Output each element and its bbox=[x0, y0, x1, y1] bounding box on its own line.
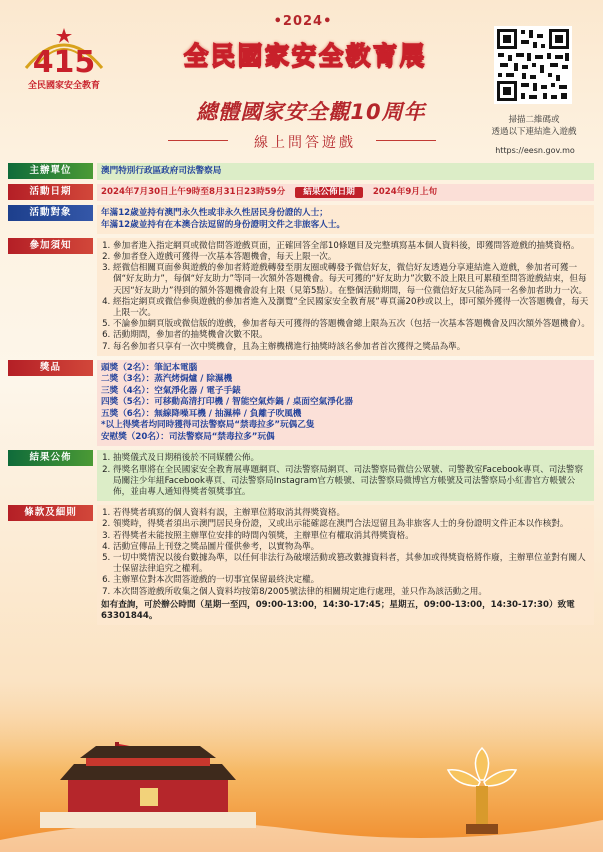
tiananmen-illustration bbox=[0, 690, 603, 852]
notice-item: 6. 活動期間，參加者的抽獎機會次數不限。 bbox=[113, 330, 590, 341]
results-label: 結果公佈 bbox=[8, 450, 93, 466]
notice-item: 4. 經指定網頁或微信參與遊戲的參加者進入及瀏覽“全民國家安全教育展”專頁滿20秒或以上，即可額外獲得一次答題機會，每天上限一次。 bbox=[113, 297, 590, 319]
results-row bbox=[8, 450, 594, 501]
terms-item: 7. 本次問答遊戲所收集之個人資料均按第8/2005號法律的相關規定進行處理，並只作為該活動之用。 bbox=[113, 587, 590, 598]
terms-item: 1. 若得獎者填寫的個人資料有誤，主辦單位將取消其得獎資格。 bbox=[113, 508, 590, 519]
target-value bbox=[97, 205, 594, 233]
page-title: 全民國家安全教育展 bbox=[183, 41, 427, 70]
terms-item: 5. 一切中獎情況以後台數據為準，以任何非法行為破壞活動或篡改數據資料者，其參加或得獎資格將作廢，主辦單位並對有關人士保留法律追究之權利。 bbox=[113, 553, 590, 575]
notice-item: 2. 參加者登入遊戲可獲得一次基本答題機會，每天上限一次。 bbox=[113, 252, 590, 263]
logo-415-icon bbox=[18, 22, 110, 92]
prizes-label: 獎品 bbox=[8, 360, 93, 376]
svg-text:全民國家安全教育: 全民國家安全教育 bbox=[27, 81, 101, 91]
prize-item: 五獎（6名）：無線降噪耳機 / 抽濕棒 / 負離子吹風機 bbox=[101, 408, 302, 419]
prize-item: 四獎（5名）：可移動高清打印機 / 智能空氣炸鍋 / 桌面空氣淨化器 bbox=[101, 397, 353, 408]
target-line: 年滿12歲並持有澳門永久性或非永久性居民身份證的人士； bbox=[101, 208, 328, 219]
organizer-value: 澳門特別行政區政府司法警察局 bbox=[97, 163, 594, 180]
prize-note: *以上得獎者均同時獲得司法警察局“禁毒拉多”玩偶乙隻 bbox=[101, 420, 315, 431]
notice-row bbox=[8, 238, 594, 356]
prize-item: 頭獎（2名）：筆記本電腦 bbox=[101, 362, 198, 373]
year-badge: •2024• bbox=[273, 14, 333, 29]
notice-item: 5. 不論參加網頁版或微信版的遊戲，參加者每天可獲得的答題機會總上限為五次（包括一次基本答題機會及四次額外答題機會）。 bbox=[113, 319, 590, 330]
svg-text:415: 415 bbox=[32, 45, 96, 80]
prize-item: 三獎（4名）：空氣淨化器 / 電子手錶 bbox=[101, 385, 241, 396]
dates-label: 活動日期 bbox=[8, 184, 93, 200]
qr-code-icon[interactable] bbox=[494, 26, 572, 104]
target-line: 年滿12歲並持有在本澳合法逗留的身份證明文件之非旅客人士。 bbox=[101, 219, 346, 230]
results-list bbox=[97, 450, 594, 501]
result-date: 2024年9月上旬 bbox=[372, 187, 438, 198]
poster-header bbox=[0, 0, 603, 160]
notice-item: 7. 每名參加者只享有一次中獎機會，且為主辦機構進行抽獎時該名參加者首次獲得之獎品為準。 bbox=[113, 342, 590, 353]
notice-item: 1. 參加者進入指定網頁或微信問答遊戲頁面，正確回答全部10條題目及完整填寫基本個人資料後，即獲問答遊戲的抽獎資格。 bbox=[113, 241, 590, 252]
target-label: 活動對象 bbox=[8, 205, 93, 221]
online-quiz-label: 線上問答遊戲 bbox=[254, 135, 356, 151]
prize-item: 安慰獎（20名）：司法警察局“禁毒拉多”玩偶 bbox=[101, 431, 275, 442]
prize-item: 二獎（3名）：蒸汽烤焗爐 / 除濕機 bbox=[101, 374, 233, 385]
result-date-label: 結果公佈日期 bbox=[295, 187, 363, 198]
prizes-list bbox=[97, 360, 594, 447]
page-subtitle: 總體國家安全觀10周年 bbox=[196, 100, 426, 124]
result-item: 2. 得獎名單將在全民國家安全教育展專題網頁、司法警察局網頁、司法警察局微信公眾號、司警教室Facebook專頁、司法警察局關注少年組Facebook專頁、司法警察局Instagram官方帳號、司法警察局微博官方帳號及司法警察局小紅書官方帳號公佈，並由專人通知得獎者領獎事宜。 bbox=[113, 465, 590, 499]
organizer-row bbox=[8, 163, 594, 180]
terms-item: 6. 主辦單位對本次問答遊戲的一切事宜保留最終決定權。 bbox=[113, 575, 590, 586]
result-item: 1. 抽獎儀式及日期稍後於不同媒體公佈。 bbox=[113, 453, 590, 464]
organizer-label: 主辦單位 bbox=[8, 163, 93, 179]
terms-label: 條款及細則 bbox=[8, 505, 93, 521]
prizes-row bbox=[8, 360, 594, 447]
terms-item: 4. 活動宣傳品上刊登之獎品圖片僅供參考，以實物為準。 bbox=[113, 542, 590, 553]
notice-label: 參加須知 bbox=[8, 238, 93, 254]
terms-list bbox=[97, 505, 594, 625]
terms-item: 3. 若得獎者未能按照主辦單位安排的時間內領獎，主辦單位有權取消其得獎資格。 bbox=[113, 531, 590, 542]
notice-item: 3. 經微信相關頁面參與遊戲的參加者將遊戲轉發至朋友圈或轉發予微信好友，微信好友透過分享連結進入遊戲，參加者可獲一個“好友助力”，每個“好友助力”等同一次額外答題機會。每天可獲的“好友助力”次數不設上限且可累積至問答遊戲結束，但每天因“好友助力”得到的額外答題機會設有上限（見第5點）。在整個活動期間，每一位微信好友只能為同一名參加者助力一次。 bbox=[113, 263, 590, 297]
dates-row bbox=[8, 184, 594, 201]
notice-list bbox=[97, 238, 594, 356]
activity-dates: 2024年7月30日上午9時至8月31日23時59分 bbox=[101, 187, 286, 198]
enquiry-text: 如有查詢，可於辦公時間（星期一至四，09:00-13:00，14:30-17:45；星期五，09:00-13:00，14:30-17:30）致電63301844。 bbox=[101, 599, 575, 621]
target-row bbox=[8, 205, 594, 233]
terms-item: 2. 領獎時，得獎者須出示澳門居民身份證，又或出示能確認在澳門合法逗留且為非旅客人士的身份證明文件正本以作核對。 bbox=[113, 519, 590, 530]
info-panel bbox=[8, 163, 594, 629]
terms-row bbox=[8, 505, 594, 625]
game-url-link[interactable]: https://eesn.gov.mo bbox=[495, 146, 575, 155]
dates-value-band bbox=[97, 184, 594, 201]
qr-caption: 掃描二維碼或 透過以下連結進入遊戲 bbox=[491, 115, 577, 137]
